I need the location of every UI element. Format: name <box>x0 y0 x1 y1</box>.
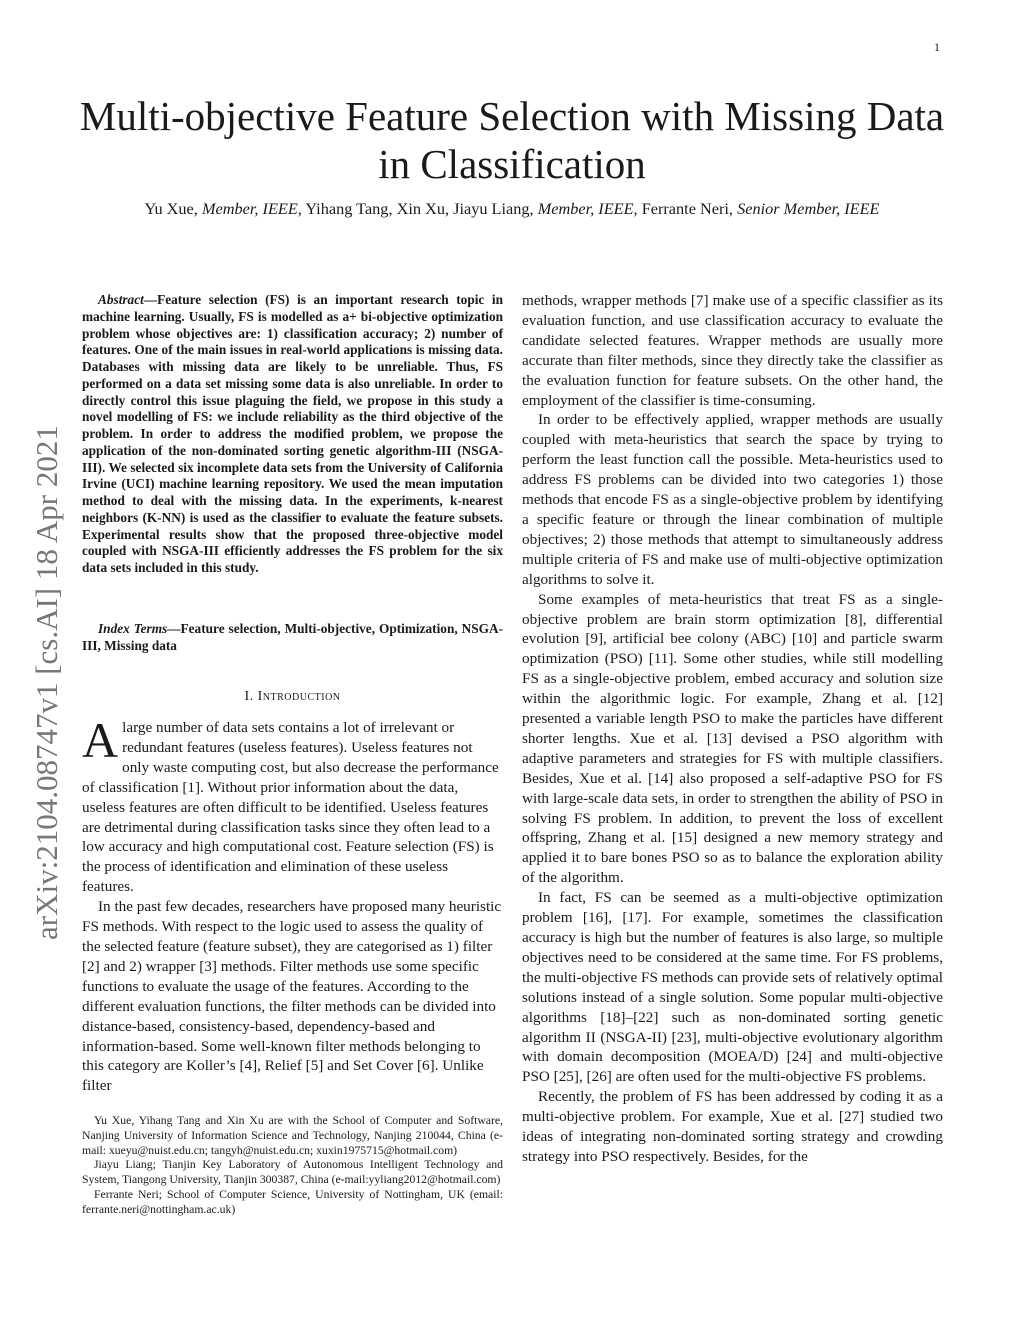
author-4-role: Member, IEEE, <box>537 199 638 218</box>
section-number: I. <box>244 689 258 704</box>
right-paragraph-2: In order to be effectively applied, wrapper methods are usually coupled with meta-heuristics that search the space by trying to perform the least function call the possible. Meta-heuristics used to address FS problems can be divided into two categories 1) those methods that encode FS as a single-objective problem by identifying a specific feature or through the linear combination of multiple objectives; 2) those methods that attempt to simultaneously address multiple criteria of FS and make use of multi-objective optimization algorithms to solve it. <box>522 411 943 588</box>
right-column <box>522 291 943 1167</box>
right-paragraph-5: Recently, the problem of FS has been addressed by coding it as a multi-objective problem. For example, Xue et al. [27] studied two ideas of integrating non-dominated sorting strategy and crowding strategy into PSO respectively. Besides, for the <box>522 1088 943 1165</box>
intro-paragraph-1 <box>82 712 503 897</box>
author-1: Yu Xue, <box>144 199 198 218</box>
author-2-4: Yihang Tang, Xin Xu, Jiayu Liang, <box>305 199 534 218</box>
author-1-role: Member, IEEE, <box>201 199 302 218</box>
intro-paragraph-2: In the past few decades, researchers have proposed many heuristic FS methods. With respect to the logic used to assess the quality of the selected feature (feature subset), they are categorised as 1) filter [2] and 2) wrapper [3] methods. Filter methods use some specific functions to evaluate the usage of the features. According to the different evaluation functions, the filter methods can be divided into distance-based, consistency-based, dependency-based and information-based. Some well-known filter methods belonging to this category are Koller’s [4], Relief [5] and Set Cover [6]. Unlike filter <box>82 898 502 1095</box>
footnote-affiliation-2: Jiayu Liang; Tianjin Key Laboratory of Autonomous Intelligent Technology and System, Tiangong University, Tianjin 300387, China (e-mail:yyliang2012@hotmail.com) <box>82 1158 503 1187</box>
footnote-affiliation-1: Yu Xue, Yihang Tang and Xin Xu are with the School of Computer and Software, Nanjing University of Information Science and Technology, Nanjing 210044, China (e-mail: xueyu@nuist.edu.cn; tangyh@nuist.edu.cn; xuxin1975715@hotmail.com) <box>82 1114 503 1157</box>
paper-title: Multi-objective Feature Selection with Missing Data in Classification <box>79 93 945 187</box>
author-5: Ferrante Neri, <box>641 199 733 218</box>
arxiv-stamp: arXiv:2104.08747v1 [cs.AI] 18 Apr 2021 <box>29 425 64 940</box>
section-heading-introduction <box>82 689 503 705</box>
drop-cap: A <box>82 712 119 768</box>
abstract-text: —Feature selection (FS) is an important research topic in machine learning. Usually, FS is modelled as a+ bi-objective optimization problem whose objectives are: 1) classification accuracy; 2) number of features. One of the main issues in real-world applications is missing data. Databases with missing data are likely to be unreliable. Thus, FS performed on a data set missing some data is also unreliable. In order to directly control this issue plaguing the field, we propose in this study a novel modelling of FS: we include reliability as the third objective of the problem. In order to address the modified problem, we propose the application of the non-dominated sorting genetic algorithm-III (NSGA-III). We selected six incomplete data sets from the University of California Irvine (UCI) machine learning repository. We used the mean imputation method to deal with the missing data. In the experiments, k-nearest neighbors (K-NN) is used as the classifier to evaluate the feature subsets. Experimental results show that the proposed three-objective model coupled with NSGA-III efficiently addresses the FS problem for the six data sets included in this study. <box>82 292 503 575</box>
abstract <box>82 292 503 577</box>
section-title: Introduction <box>257 689 341 704</box>
page-number: 1 <box>934 40 940 54</box>
index-terms <box>82 621 503 655</box>
index-terms-text: —Feature selection, Multi-objective, Optimization, NSGA-III, Missing data <box>82 621 503 653</box>
author-list <box>60 199 964 219</box>
introduction-body <box>82 712 503 1096</box>
abstract-label: Abstract <box>98 292 144 307</box>
footnote-affiliation-3: Ferrante Neri; School of Computer Science, University of Nottingham, UK (email: ferrante.neri@nottingham.ac.uk) <box>82 1187 503 1216</box>
index-terms-label: Index Terms <box>98 621 168 636</box>
right-paragraph-3: Some examples of meta-heuristics that treat FS as a single-objective problem are brain storm optimization [8], differential evolution [9], artificial bee colony (ABC) [10] and particle swarm optimization (PSO) [11]. Some other studies, while still modelling FS as a single-objective problem, embed accuracy and solution size within the algorithmic logic. For example, Zhang et al. [12] presented a variable length PSO to make the particles have different shorter lengths. Xue et al. [13] devised a PSO algorithm with adaptive parameters and strategies for FS with multiple classifiers. Besides, Xue et al. [14] also proposed a self-adaptive PSO for FS with large-scale data sets, in order to strengthen the ability of PSO in solving FS problem. In addition, to prevent the loss of excellent offspring, Zhang et al. [15] designed a new memory strategy and applied it to bare bones PSO so as to balance the exploration ability of the algorithm. <box>522 590 943 887</box>
intro-paragraph-1-text: large number of data sets contains a lot of irrelevant or redundant features (useless features). Useless features not only waste computing cost, but also decrease the performance of classification [1]. Without prior information about the data, useless features are often difficult to be identified. Useless features are detrimental during classification tasks since they often lead to a low accuracy and high computational cost. Feature selection (FS) is the process of identification and elimination of these useless features. <box>82 719 499 896</box>
right-paragraph-4: In fact, FS can be seemed as a multi-objective optimization problem [16], [17]. For example, sometimes the classification accuracy is high but the number of features is also large, so multiple objectives need to be considered at the same time. For FS problems, the multi-objective FS methods can provide sets of relatively optimal solutions instead of a single solution. Some popular multi-objective algorithms [18]–[22] such as non-dominated sorting genetic algorithm II (NSGA-II) [23], multi-objective evolutionary algorithm with domain decomposition (MOEA/D) [24] and multi-objective PSO [25], [26] are often used for the multi-objective FS problems. <box>522 889 943 1086</box>
right-paragraph-1: methods, wrapper methods [7] make use of a specific classifier as its evaluation function, and use classification accuracy to evaluate the candidate selected features. Wrapper methods are usually more accurate than filter methods, since they directly take the classifier as the evaluation function for feature subsets. On the other hand, the employment of the classifier is time-consuming. <box>522 292 943 409</box>
footnotes <box>82 1114 503 1218</box>
author-5-role: Senior Member, IEEE <box>737 199 880 218</box>
